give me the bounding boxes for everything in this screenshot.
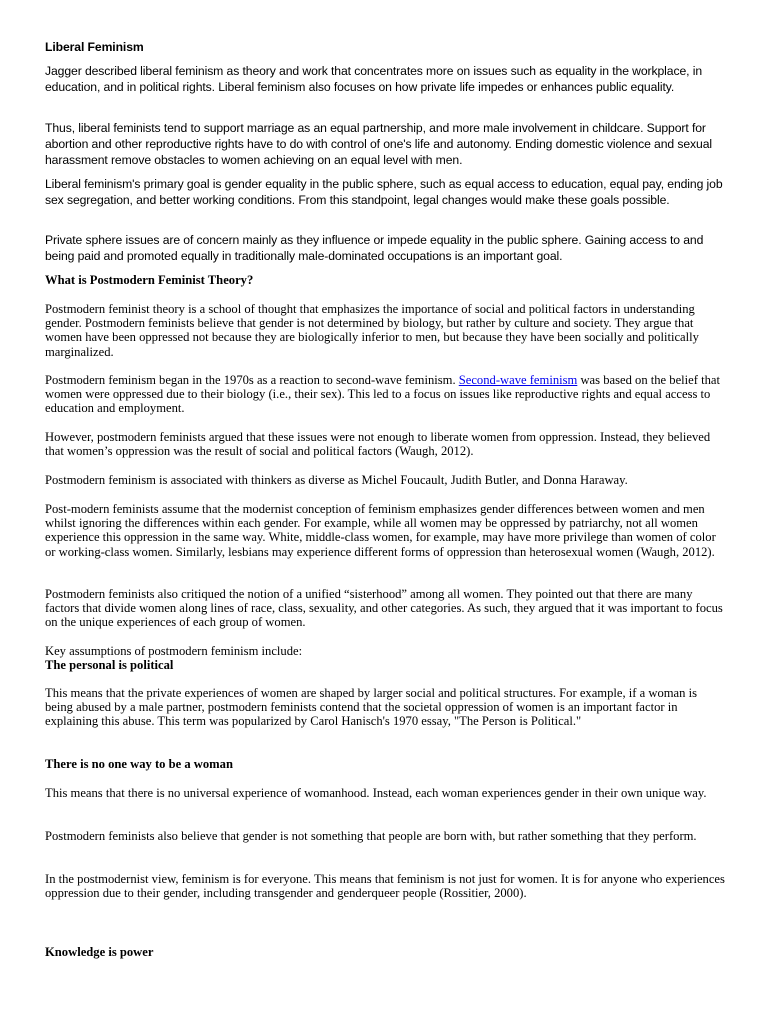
liberal-paragraph-2: Thus, liberal feminists tend to support marriage as an equal partnership, and more male involvement in childcare. Support for abortion and other reproductive rights have to do with control of one's life and autonomy. Ending domestic violence and sexual harassment remove obstacles to women achieving on an equal level with men. bbox=[45, 121, 712, 167]
second-wave-feminism-link[interactable]: Second-wave feminism bbox=[458, 373, 578, 387]
knowledge-is-power-heading: Knowledge is power bbox=[45, 945, 154, 959]
no-one-way-paragraph-3: In the postmodernist view, feminism is for everyone. This means that feminism is not just for women. It is for anyone who experiences oppression due to their gender, including transgender and genderqueer people (Rossitier, 2000). bbox=[45, 872, 725, 901]
postmodern-heading: What is Postmodern Feminist Theory? bbox=[45, 273, 254, 287]
postmodern-paragraph-1: Postmodern feminist theory is a school of thought that emphasizes the importance of social and political factors in understanding gender. Postmodern feminists believe that gender is not determined by biology, but rather by culture and society. They argue that women have been oppressed not because they are biologically inferior to men, but because they have been socially and politically marginalized. bbox=[45, 302, 699, 359]
postmodern-paragraph-2-start: Postmodern feminism began in the 1970s as a reaction to second-wave feminism. bbox=[45, 373, 459, 387]
postmodern-paragraph-6: Postmodern feminists also critiqued the notion of a unified “sisterhood” among all women. They pointed out that there are many factors that divide women along lines of race, class, sexuality, and other categories. As such, they argued that it was important to focus on the unique experiences of each group of women. bbox=[45, 587, 723, 630]
liberal-paragraph-4: Private sphere issues are of concern mainly as they influence or impede equality in the public sphere. Gaining access to and being paid and promoted equally in traditionally male-dominated occupations is an important goal. bbox=[45, 233, 704, 263]
no-one-way-paragraph-1: This means that there is no universal experience of womanhood. Instead, each woman experiences gender in their own unique way. bbox=[45, 786, 707, 800]
liberal-feminism-heading: Liberal Feminism bbox=[45, 40, 144, 54]
no-one-way-heading: There is no one way to be a woman bbox=[45, 757, 233, 771]
liberal-paragraph-3: Liberal feminism's primary goal is gender equality in the public sphere, such as equal access to education, equal pay, ending job sex segregation, and better working conditions. From this standpoint, legal changes would make these goals possible. bbox=[45, 177, 723, 207]
postmodern-paragraph-4: Postmodern feminism is associated with thinkers as diverse as Michel Foucault, Judith Butler, and Donna Haraway. bbox=[45, 473, 628, 487]
postmodern-paragraph-3: However, postmodern feminists argued that these issues were not enough to liberate women from oppression. Instead, they believed that women’s oppression was the result of social and political factors (Waugh, 2012). bbox=[45, 430, 711, 459]
postmodern-paragraph-2 bbox=[45, 373, 725, 416]
liberal-paragraph-1: Jagger described liberal feminism as theory and work that concentrates more on issues such as equality in the workplace, in education, and in political rights. Liberal feminism also focuses on how private life impedes or enhances public equality. bbox=[45, 64, 702, 94]
personal-is-political-heading: The personal is political bbox=[45, 658, 174, 672]
key-assumptions-intro: Key assumptions of postmodern feminism include: bbox=[45, 644, 303, 658]
postmodern-paragraph-5: Post-modern feminists assume that the modernist conception of feminism emphasizes gender differences between women and men whilst ignoring the differences within each gender. For example, while all women may be oppressed by patriarchy, not all women experience this oppression in the same way. White, middle-class women, for example, may have more privilege than women of color or working-class women. Similarly, lesbians may experience different forms of oppression than heterosexual women (Waugh, 2012). bbox=[45, 502, 716, 559]
personal-is-political-paragraph: This means that the private experiences of women are shaped by larger social and political structures. For example, if a woman is being abused by a male partner, postmodern feminists contend that the societal oppression of women is an important factor in explaining this abuse. This term was popularized by Carol Hanisch's 1970 essay, "The Person is Political." bbox=[45, 686, 697, 729]
postmodern-paragraph-2-end: was based on the belief that women were oppressed due to their biology (i.e., their sex). This led to a focus on issues like reproductive rights and equal access to education and employment. bbox=[45, 373, 720, 416]
no-one-way-paragraph-2: Postmodern feminists also believe that gender is not something that people are born with, but rather something that they perform. bbox=[45, 829, 697, 843]
